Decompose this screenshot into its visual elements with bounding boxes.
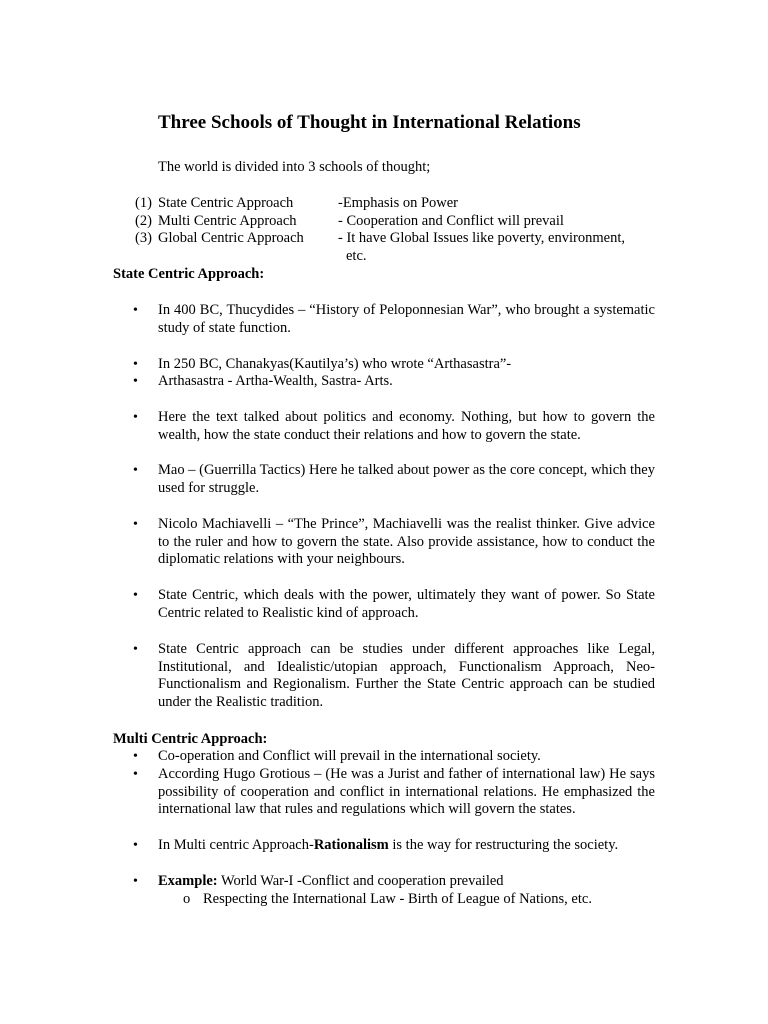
school-name: State Centric Approach	[158, 195, 294, 211]
bullet-icon: •	[133, 410, 138, 425]
document-title: Three Schools of Thought in International Relations	[158, 112, 581, 133]
school-description-continued: etc.	[346, 247, 367, 264]
list-item: In 400 BC, Thucydides – “History of Peloponnesian War”, who brought a systematic study of state function.	[158, 302, 655, 336]
bullet-icon: •	[133, 838, 138, 853]
state-centric-heading: State Centric Approach:	[113, 266, 265, 282]
bullet-icon: •	[133, 642, 138, 657]
list-item: According Hugo Grotious – (He was a Jurist and father of international law) He says possibility of cooperation and conflict in international relations. He emphasized the international law that rules and regulations which will govern the states.	[158, 766, 655, 817]
list-item: Nicolo Machiavelli – “The Prince”, Machiavelli was the realist thinker. Give advice to the ruler and how to govern the state. Also provide assistance, how to conduct the diplomatic relations with your neighbours.	[158, 516, 655, 567]
list-item: State Centric, which deals with the power, ultimately they want of power. So State Centric related to Realistic kind of approach.	[158, 587, 655, 621]
multi-centric-heading: Multi Centric Approach:	[113, 731, 268, 747]
bullet-icon: •	[133, 357, 138, 372]
bullet-icon: •	[133, 588, 138, 603]
bullet-icon: •	[133, 749, 138, 764]
list-item: State Centric approach can be studies under different approaches like Legal, Institutional, and Idealistic/utopian approach, Functionalism Approach, Neo-Functionalism and Regionalism. Further the State Centric approach can be studied under the Realistic tradition.	[158, 641, 655, 710]
list-item: Co-operation and Conflict will prevail in the international society.	[158, 748, 541, 764]
school-number: (1)	[135, 195, 152, 211]
rationalism-prefix: In Multi centric Approach-	[158, 837, 314, 853]
bullet-icon: •	[133, 874, 138, 889]
bullet-icon: •	[133, 517, 138, 532]
list-item: Arthasastra - Artha-Wealth, Sastra- Arts.	[158, 373, 393, 389]
school-description: - Cooperation and Conflict will prevail	[338, 212, 564, 229]
list-item-rationalism	[158, 837, 655, 855]
sub-list-item: Respecting the International Law - Birth of League of Nations, etc.	[203, 891, 592, 907]
list-item-example	[158, 873, 655, 891]
school-row	[135, 213, 655, 231]
rationalism-suffix: is the way for restructuring the society.	[388, 837, 619, 853]
school-description: - It have Global Issues like poverty, environment,	[338, 230, 625, 246]
sub-bullet-icon: o	[183, 891, 191, 907]
bullet-icon: •	[133, 463, 138, 478]
school-number: (3)	[135, 230, 152, 246]
example-text: World War-I -Conflict and cooperation prevailed	[217, 873, 504, 889]
school-number: (2)	[135, 212, 152, 229]
rationalism-term: Rationalism	[313, 837, 389, 853]
schools-list	[135, 195, 655, 265]
school-description: -Emphasis on Power	[338, 195, 459, 211]
example-label: Example:	[158, 873, 218, 889]
bullet-icon: •	[133, 767, 138, 782]
school-row	[135, 230, 655, 248]
list-item: In 250 BC, Chanakyas(Kautilya’s) who wrote “Arthasastra”-	[158, 356, 512, 372]
school-name: Global Centric Approach	[158, 230, 304, 246]
intro-text: The world is divided into 3 schools of thought;	[158, 159, 431, 175]
list-item: Mao – (Guerrilla Tactics) Here he talked about power as the core concept, which they used for struggle.	[158, 462, 655, 496]
bullet-icon: •	[133, 303, 138, 318]
list-item: Here the text talked about politics and economy. Nothing, but how to govern the wealth, how the state conduct their relations and how to govern the state.	[158, 409, 655, 443]
school-name: Multi Centric Approach	[158, 212, 297, 229]
school-row	[135, 195, 655, 213]
bullet-icon: •	[133, 374, 138, 389]
